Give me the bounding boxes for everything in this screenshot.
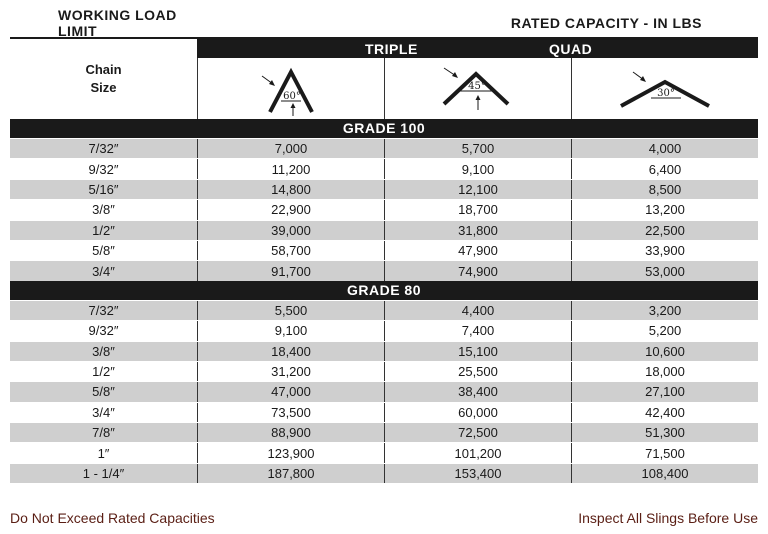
- table-row: [10, 341, 758, 361]
- sling-angle-60-icon: [256, 60, 326, 118]
- capacity-cell: 71,500: [571, 443, 758, 462]
- capacity-cell: 5,500: [197, 301, 384, 320]
- capacity-cell: 5,200: [571, 321, 758, 340]
- capacity-cell: 47,000: [197, 382, 384, 401]
- chain-size-cell: 5/16″: [88, 181, 119, 197]
- footer-warning-right: Inspect All Slings Before Use: [578, 510, 758, 526]
- sling-angle-45-icon: [436, 60, 520, 118]
- capacity-cell: 91,700: [197, 261, 384, 280]
- capacity-cell: 18,700: [384, 200, 571, 219]
- chain-size-cell: 9/32″: [88, 161, 119, 177]
- capacity-cell: 101,200: [384, 443, 571, 462]
- capacity-cell: 58,700: [197, 241, 384, 260]
- capacity-cell: 13,200: [571, 200, 758, 219]
- quad-label: QUAD: [549, 41, 593, 57]
- table-row: [10, 320, 758, 340]
- capacity-cell: 22,500: [571, 221, 758, 240]
- capacity-cell: 31,200: [197, 362, 384, 381]
- chain-size-cell: 3/4″: [92, 404, 115, 420]
- chain-size-cell: 5/8″: [92, 243, 115, 259]
- chain-size-line1: Chain: [85, 62, 122, 77]
- table-row: [10, 402, 758, 422]
- capacity-cell: 27,100: [571, 382, 758, 401]
- table-row: [10, 260, 758, 280]
- table-row: [10, 442, 758, 462]
- capacity-cell: 153,400: [384, 464, 571, 483]
- table-row: [10, 158, 758, 178]
- capacity-cell: 9,100: [197, 321, 384, 340]
- table-title-row: [10, 8, 758, 39]
- table-row: [10, 361, 758, 381]
- triple-quad-bar: [197, 39, 758, 58]
- table-row: [10, 381, 758, 401]
- capacity-cell: 22,900: [197, 200, 384, 219]
- chain-size-cell: 1/2″: [92, 222, 115, 238]
- capacity-cell: 42,400: [571, 403, 758, 422]
- capacity-cell: 3,200: [571, 301, 758, 320]
- capacity-cell: 5,700: [384, 139, 571, 158]
- capacity-cell: 31,800: [384, 221, 571, 240]
- angle-60-cell: [197, 58, 384, 119]
- table-row: [10, 422, 758, 442]
- angle-diagrams: [197, 58, 758, 119]
- footer-warning-left: Do Not Exceed Rated Capacities: [10, 510, 215, 526]
- capacity-cell: 14,800: [197, 180, 384, 199]
- capacity-cell: 7,400: [384, 321, 571, 340]
- capacity-cell: 123,900: [197, 443, 384, 462]
- capacity-cell: 8,500: [571, 180, 758, 199]
- table-row: [10, 179, 758, 199]
- table-row: [10, 240, 758, 260]
- chain-size-cell: 1/2″: [92, 364, 115, 380]
- capacity-cell: 10,600: [571, 342, 758, 361]
- capacity-cell: 74,900: [384, 261, 571, 280]
- chain-size-cell: 9/32″: [88, 323, 119, 339]
- sling-angle-30-icon: [613, 60, 717, 118]
- capacity-cell: 38,400: [384, 382, 571, 401]
- rated-capacity-title: RATED CAPACITY - IN LBS: [510, 14, 702, 31]
- capacity-cell: 47,900: [384, 241, 571, 260]
- capacity-cell: 11,200: [197, 159, 384, 178]
- table-row: [10, 220, 758, 240]
- chain-size-cell: 3/8″: [92, 202, 115, 218]
- capacity-cell: 51,300: [571, 423, 758, 442]
- capacity-cell: 73,500: [197, 403, 384, 422]
- chain-size-header: [10, 39, 197, 119]
- grade-sections: [10, 119, 758, 483]
- capacity-cell: 18,400: [197, 342, 384, 361]
- chain-size-cell: 7/32″: [88, 141, 119, 157]
- chain-size-cell: 5/8″: [92, 384, 115, 400]
- angle-45-label: 45°: [468, 80, 486, 92]
- angle-60-label: 60°: [283, 90, 301, 102]
- angle-30-label: 30°: [657, 87, 675, 99]
- capacity-cell: 4,000: [571, 139, 758, 158]
- capacity-cell: 18,000: [571, 362, 758, 381]
- angle-header: [10, 39, 758, 119]
- capacity-cell: 15,100: [384, 342, 571, 361]
- grade-header: GRADE 80: [10, 281, 758, 300]
- capacity-cell: 60,000: [384, 403, 571, 422]
- table-row: [10, 138, 758, 158]
- capacity-cell: 108,400: [571, 464, 758, 483]
- capacity-cell: 33,900: [571, 241, 758, 260]
- capacity-cell: 7,000: [197, 139, 384, 158]
- chain-size-cell: 3/8″: [92, 343, 115, 359]
- capacity-cell: 12,100: [384, 180, 571, 199]
- chain-size-cell: 1″: [97, 445, 110, 461]
- capacity-cell: 9,100: [384, 159, 571, 178]
- chain-size-cell: 1 - 1/4″: [82, 466, 125, 482]
- capacity-cell: 4,400: [384, 301, 571, 320]
- chain-size-cell: 3/4″: [92, 263, 115, 279]
- chain-size-cell: 7/32″: [88, 302, 119, 318]
- chain-size-line2: Size: [90, 80, 117, 95]
- capacity-cell: 53,000: [571, 261, 758, 280]
- capacity-table: [10, 8, 758, 483]
- capacity-cell: 88,900: [197, 423, 384, 442]
- capacity-cell: 6,400: [571, 159, 758, 178]
- table-row: [10, 463, 758, 483]
- capacity-cell: 72,500: [384, 423, 571, 442]
- table-row: [10, 199, 758, 219]
- angle-45-cell: [384, 58, 571, 119]
- table-row: [10, 300, 758, 320]
- capacity-cell: 25,500: [384, 362, 571, 381]
- triple-label: TRIPLE: [365, 41, 418, 57]
- working-load-limit-title: WORKING LOAD LIMIT: [58, 6, 177, 39]
- capacity-cell: 187,800: [197, 464, 384, 483]
- chain-size-cell: 7/8″: [92, 425, 115, 441]
- angle-columns: [197, 39, 758, 119]
- grade-header: GRADE 100: [10, 119, 758, 138]
- angle-30-cell: [571, 58, 758, 119]
- capacity-cell: 39,000: [197, 221, 384, 240]
